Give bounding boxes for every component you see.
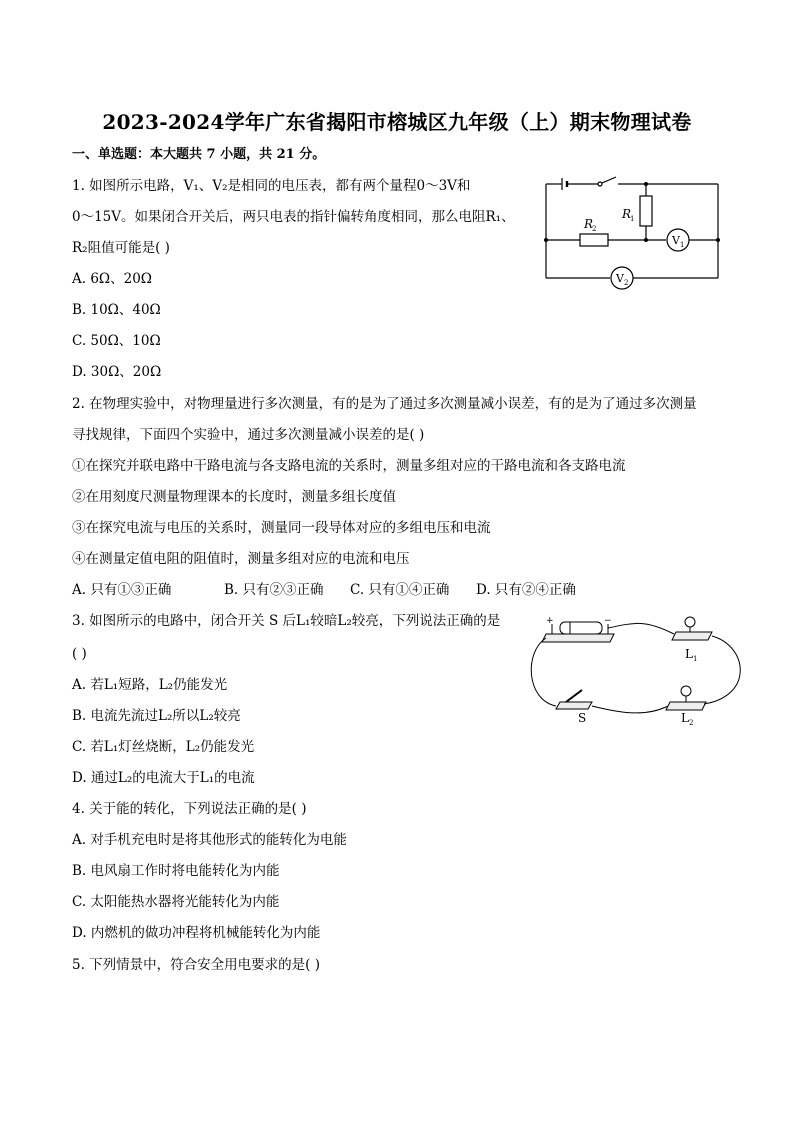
- q1-stem-line3: R₂阻值可能是( ): [72, 240, 170, 256]
- v1-label: V: [672, 234, 680, 247]
- q4-option-a: A. 对手机充电时是将其他形式的能转化为电能: [72, 832, 347, 848]
- junction-mid: [644, 238, 648, 242]
- v1-sub: 1: [680, 241, 685, 249]
- wire-switch-battery: [531, 638, 556, 706]
- switch-contact: [598, 182, 602, 186]
- junction-top: [644, 182, 648, 186]
- q2-stem-line2: 寻找规律，下面四个实验中，通过多次测量减小误差的是( ): [72, 427, 425, 443]
- q4-stem: 4. 关于能的转化，下列说法正确的是( ): [72, 801, 307, 817]
- q4-option-d: D. 内燃机的做功冲程将机械能转化为内能: [72, 925, 321, 941]
- q1-option-b: B. 10Ω、40Ω: [72, 302, 161, 318]
- resistor-r2: [580, 234, 608, 246]
- q1-circuit-diagram: [538, 174, 728, 294]
- l2-sub: 2: [689, 719, 694, 727]
- q2-option-a: A. 只有①③正确: [72, 582, 172, 598]
- q3-option-d: D. 通过L₂的电流大于L₁的电流: [72, 770, 255, 786]
- q2-options-row: [72, 581, 576, 599]
- q4-option-b: B. 电风扇工作时将电能转化为内能: [72, 863, 280, 879]
- q3-stem-line2: ( ): [72, 646, 87, 662]
- q1-option-c: C. 50Ω、10Ω: [72, 333, 161, 349]
- wire-battery-l1: [608, 623, 674, 634]
- switch-lever: [602, 177, 616, 183]
- q1-option-d: D. 30Ω、20Ω: [72, 364, 162, 380]
- l1-label: L: [685, 647, 693, 661]
- q1-stem-line1: 1. 如图所示电路，V₁、V₂是相同的电压表，都有两个量程0～3V和: [72, 178, 471, 194]
- wire-l2-switch: [592, 706, 668, 713]
- l2-label: L: [681, 711, 689, 725]
- r2-label: R: [584, 217, 594, 231]
- switch-base: [556, 702, 592, 709]
- r1-label: R: [622, 207, 632, 221]
- resistor-r1: [640, 196, 652, 226]
- junction-right: [716, 238, 720, 242]
- q2-item-4: ④在测量定值电阻的阻值时，测量多组对应的电流和电压: [72, 551, 410, 567]
- q1-stem-line2: 0～15V。如果闭合开关后，两只电表的指针偏转角度相同，那么电阻R₁、: [72, 209, 515, 225]
- q2-item-2: ②在用刻度尺测量物理课本的长度时，测量多组长度值: [72, 489, 396, 505]
- q3-circuit-diagram: [526, 612, 756, 728]
- q2-item-1: ①在探究并联电路中干路电流与各支路电流的关系时，测量多组对应的干路电流和各支路电流: [72, 458, 626, 474]
- section-heading: 一、单选题：本大题共 7 小题，共 21 分。: [72, 147, 326, 162]
- v2-sub: 2: [624, 279, 629, 287]
- q3-stem-line1: 3. 如图所示的电路中，闭合开关 S 后L₁较暗L₂较亮，下列说法正确的是: [72, 613, 501, 629]
- q3-option-c: C. 若L₁灯丝烧断，L₂仍能发光: [72, 739, 255, 755]
- l2-base: [666, 702, 706, 710]
- q2-option-c: C. 只有①④正确: [350, 582, 450, 598]
- wire-l1-l2: [704, 636, 740, 704]
- junction-left: [544, 238, 548, 242]
- q3-option-b: B. 电流先流过L₂所以L₂较亮: [72, 708, 241, 724]
- battery-cell: [560, 622, 602, 634]
- l1-sub: 1: [693, 655, 698, 663]
- l2-bulb: [681, 686, 691, 696]
- s-label: S: [578, 711, 587, 725]
- q2-stem-line1: 2. 在物理实验中，对物理量进行多次测量，有的是为了通过多次测量减小误差，有的是为了通过多次测量: [72, 396, 697, 412]
- q1-option-a: A. 6Ω、20Ω: [72, 271, 152, 287]
- r1-sub: 1: [630, 215, 635, 223]
- q2-option-b: B. 只有②③正确: [224, 582, 324, 598]
- v2-label: V: [616, 272, 624, 285]
- switch-knife: [566, 690, 582, 702]
- q2-item-3: ③在探究电流与电压的关系时，测量同一段导体对应的多组电压和电流: [72, 520, 491, 536]
- r2-sub: 2: [592, 225, 597, 233]
- q4-option-c: C. 太阳能热水器将光能转化为内能: [72, 894, 280, 910]
- minus-sign: −: [604, 616, 612, 626]
- battery-base: [542, 634, 614, 642]
- q5-stem: 5. 下列情景中，符合安全用电要求的是( ): [72, 957, 320, 973]
- page-title: 2023-2024学年广东省揭阳市榕城区九年级（上）期末物理试卷: [102, 110, 692, 134]
- l1-bulb: [685, 617, 695, 627]
- plus-sign: +: [546, 616, 554, 626]
- q2-option-d: D. 只有②④正确: [476, 582, 576, 598]
- l1-base: [672, 632, 712, 640]
- q3-option-a: A. 若L₁短路，L₂仍能发光: [72, 677, 228, 693]
